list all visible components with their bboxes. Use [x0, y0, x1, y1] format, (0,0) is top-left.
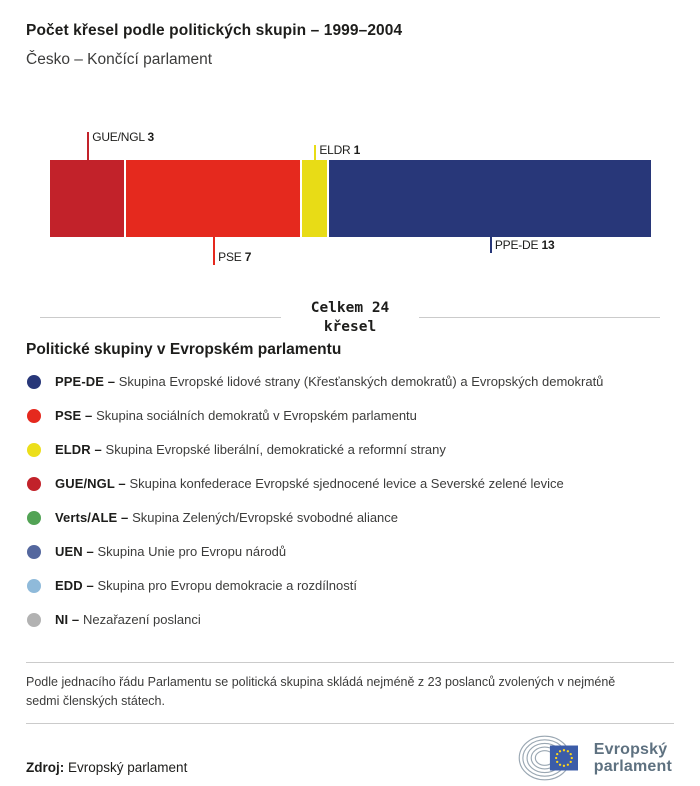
- stacked-bar: [50, 160, 651, 237]
- eu-star-icon: [569, 761, 571, 763]
- legend-item-ni: [26, 603, 674, 637]
- source-line: [26, 760, 187, 775]
- source-label: Zdroj:: [26, 760, 65, 776]
- legend-item-text: [55, 476, 564, 491]
- leader-line-pse: [213, 237, 215, 265]
- political-groups-legend: [26, 365, 674, 637]
- legend-item-description: Skupina Evropské liberální, demokratické a reformní strany: [105, 442, 446, 458]
- legend-color-dot: [27, 409, 41, 423]
- legend-color-dot: [27, 613, 41, 627]
- bar-segment-eldr[interactable]: [302, 160, 327, 237]
- bar-segment-gue-ngl[interactable]: [50, 160, 124, 237]
- bar-label-eldr: [319, 143, 360, 157]
- total-seats-row: [40, 299, 660, 337]
- legend-color-dot: [27, 511, 41, 525]
- ep-logo-text: [594, 741, 672, 777]
- bar-label-pse: [218, 250, 251, 264]
- eu-star-icon: [563, 765, 565, 767]
- legend-item-code: ELDR –: [55, 442, 106, 458]
- bar-label-value: 1: [353, 143, 361, 157]
- footer-row: [26, 732, 674, 784]
- eu-star-icon: [570, 757, 572, 759]
- bar-label-value: 7: [244, 250, 252, 264]
- bar-label-gue-ngl: [92, 130, 154, 144]
- legend-item-code: PSE –: [55, 408, 97, 424]
- bar-label-code: GUE/NGL: [92, 130, 148, 144]
- eu-star-icon: [559, 751, 561, 753]
- legend-item-description: Skupina konfederace Evropské sjednocené levice a Severské zelené levice: [129, 476, 564, 492]
- total-rule-left: [40, 317, 281, 318]
- divider-top: [26, 662, 674, 663]
- ep-logo-icon: [518, 732, 586, 784]
- legend-item-description: Nezařazení poslanci: [82, 612, 201, 628]
- legend-item-text: [55, 544, 286, 559]
- legend-item-text: [55, 442, 446, 457]
- eu-star-icon: [563, 749, 565, 751]
- legend-item-verts-ale: [26, 501, 674, 535]
- eu-star-icon: [566, 751, 568, 753]
- bar-label-value: 3: [147, 130, 154, 144]
- footnote-text: Podle jednacího řádu Parlamentu se politická skupina skládá nejméně z 23 poslanců zvolených v nejméně sedmi členských státech.: [26, 674, 616, 709]
- chart-subtitle: Česko – Končící parlament: [26, 51, 213, 68]
- total-seats-line2: křesel: [323, 318, 377, 335]
- leader-line-ppe-de: [490, 237, 492, 253]
- bar-label-value: 13: [541, 238, 555, 252]
- legend-color-dot: [27, 545, 41, 559]
- legend-item-description: Skupina pro Evropu demokracie a rozdílností: [97, 578, 357, 594]
- legend-item-description: Skupina sociálních demokratů v Evropském parlamentu: [96, 408, 417, 424]
- ep-logo-line2: parlament: [593, 758, 672, 776]
- legend-item-text: [55, 612, 201, 627]
- total-rule-right: [419, 317, 660, 318]
- leader-line-gue-ngl: [87, 132, 89, 160]
- legend-item-ppe-de: [26, 365, 674, 399]
- bar-label-code: PPE-DE: [494, 238, 542, 252]
- legend-item-code: EDD –: [55, 578, 98, 594]
- legend-item-text: [55, 408, 417, 423]
- bar-segment-pse[interactable]: [126, 160, 300, 237]
- legend-item-edd: [26, 569, 674, 603]
- legend-color-dot: [27, 579, 41, 593]
- legend-item-code: NI –: [55, 612, 83, 628]
- source-value: Evropský parlament: [68, 760, 188, 776]
- total-seats-label: [281, 299, 420, 337]
- legend-color-dot: [27, 477, 41, 491]
- bar-segment-ppe-de[interactable]: [329, 160, 651, 237]
- legend-item-text: [55, 374, 603, 389]
- legend-item-pse: [26, 399, 674, 433]
- legend-item-text: [55, 510, 398, 525]
- legend-heading: Politické skupiny v Evropském parlamentu: [26, 340, 342, 358]
- total-seats-line1: Celkem 24: [310, 300, 390, 316]
- eu-star-icon: [556, 761, 558, 763]
- eu-star-icon: [555, 757, 557, 759]
- ep-logo-line1: Evropský: [593, 740, 668, 758]
- leader-line-eldr: [314, 145, 316, 160]
- legend-item-code: GUE/NGL –: [55, 476, 130, 492]
- legend-item-description: Skupina Evropské lidové strany (Křesťanských demokratů) a Evropských demokratů: [118, 374, 604, 390]
- legend-color-dot: [27, 443, 41, 457]
- legend-item-code: Verts/ALE –: [55, 510, 133, 526]
- legend-item-uen: [26, 535, 674, 569]
- eu-star-icon: [556, 753, 558, 755]
- legend-item-code: UEN –: [55, 544, 98, 560]
- seats-bar-chart: [26, 127, 674, 277]
- legend-item-description: Skupina Zelených/Evropské svobodné aliance: [132, 510, 399, 526]
- bar-label-code: PSE: [218, 250, 245, 264]
- eu-star-icon: [569, 753, 571, 755]
- bar-label-code: ELDR: [319, 143, 354, 157]
- eu-star-icon: [559, 764, 561, 766]
- legend-color-dot: [27, 375, 41, 389]
- legend-item-eldr: [26, 433, 674, 467]
- bar-label-ppe-de: [495, 238, 555, 252]
- legend-item-gue-ngl: [26, 467, 674, 501]
- legend-item-code: PPE-DE –: [55, 374, 119, 390]
- eu-star-icon: [566, 764, 568, 766]
- legend-item-description: Skupina Unie pro Evropu národů: [97, 544, 287, 560]
- divider-bottom: [26, 723, 674, 724]
- chart-title: Počet křesel podle politických skupin – 1999–2004: [26, 22, 403, 39]
- ep-logo: [518, 732, 672, 784]
- legend-item-text: [55, 578, 357, 593]
